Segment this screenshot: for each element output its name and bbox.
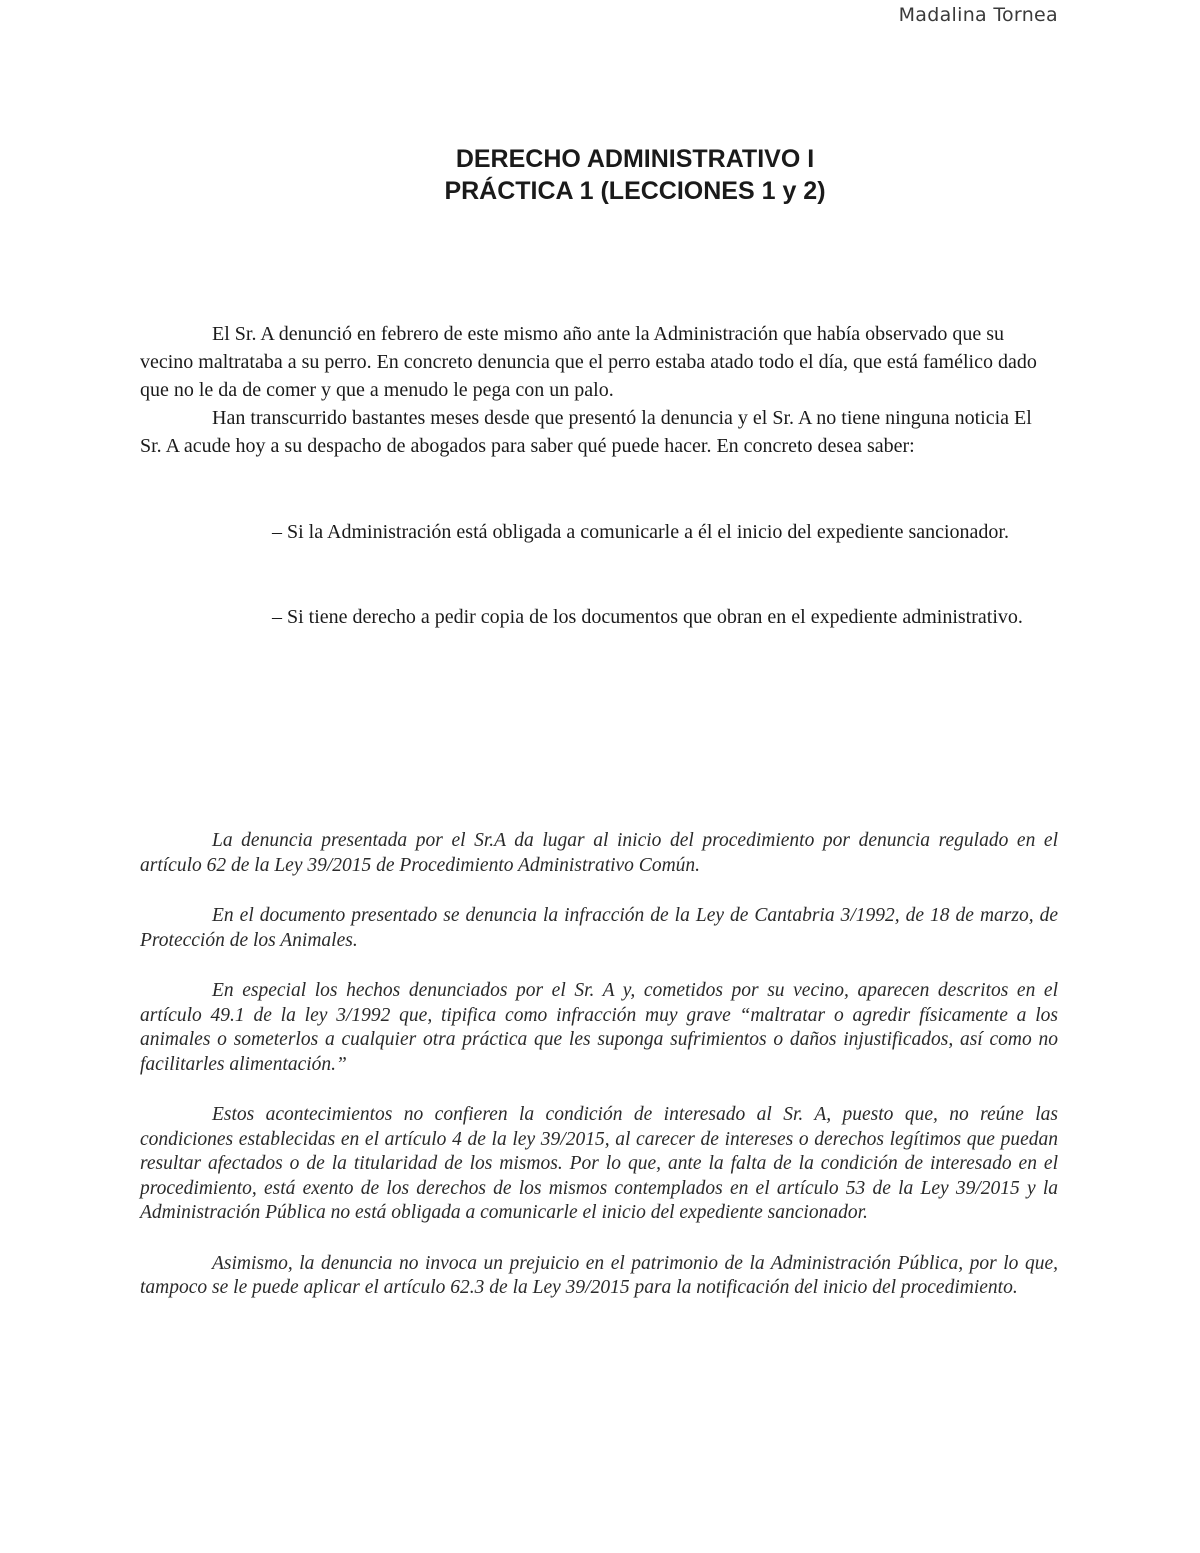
- answer-paragraph: La denuncia presentada por el Sr.A da lugar al inicio del procedimiento por denuncia regulado en el artículo 62 de la Ley 39/2015 de Procedimiento Administrativo Común.: [140, 830, 1058, 876]
- title-line-2: PRÁCTICA 1 (LECCIONES 1 y 2): [444, 177, 826, 205]
- question-item: [212, 603, 1052, 631]
- title-line-1: DERECHO ADMINISTRATIVO I: [455, 145, 815, 173]
- document-title: [0, 143, 1200, 207]
- answer-paragraph: Asimismo, la denuncia no invoca un prejuicio en el patrimonio de la Administración Pública, por lo que, tampoco se le puede aplicar el artículo 62.3 de la Ley 39/2015 para la notificación del inicio del procedimiento.: [140, 1252, 1058, 1298]
- answer-section: [140, 829, 1058, 1327]
- question-item: [212, 518, 1052, 546]
- author-name: Madalina Tornea: [898, 4, 1058, 26]
- case-statement: [140, 320, 1058, 460]
- statement-paragraph: El Sr. A denunció en febrero de este mismo año ante la Administración que había observado que su vecino maltrataba a su perro. En concreto denuncia que el perro estaba atado todo el día, que está famélico dado que no le da de comer y que a menudo le pega con un palo.: [140, 323, 1037, 401]
- answer-paragraph: En el documento presentado se denuncia la infracción de la Ley de Cantabria 3/1992, de 18 de marzo, de Protección de los Animales.: [140, 905, 1058, 951]
- answer-paragraph: En especial los hechos denunciados por el Sr. A y, cometidos por su vecino, aparecen descritos en el artículo 49.1 de la ley 3/1992 que, tipifica como infracción muy grave “maltratar o agredir físicamente a los animales o someterlos a cualquier otra práctica que les suponga sufrimientos o daños injustificados, así como no facilitarles alimentación.”: [140, 980, 1058, 1075]
- statement-paragraph: Han transcurrido bastantes meses desde que presentó la denuncia y el Sr. A no tiene ninguna noticia El Sr. A acude hoy a su despacho de abogados para saber qué puede hacer. En concreto desea saber:: [140, 407, 1032, 457]
- question-text: – Si tiene derecho a pedir copia de los documentos que obran en el expediente administrativo.: [272, 606, 1023, 628]
- answer-paragraph: Estos acontecimientos no confieren la condición de interesado al Sr. A, puesto que, no reúne las condiciones establecidas en el artículo 4 de la ley 39/2015, al carecer de intereses o derechos legítimos que puedan resultar afectados o de la titularidad de los mismos. Por lo que, ante la falta de la condición de interesado en el procedimiento, está exento de los derechos de los mismos contemplados en el artículo 53 de la Ley 39/2015 y la Administración Pública no está obligada a comunicarle el inicio del expediente sancionador.: [140, 1104, 1058, 1223]
- question-text: – Si la Administración está obligada a comunicarle a él el inicio del expediente sancionador.: [272, 521, 1009, 543]
